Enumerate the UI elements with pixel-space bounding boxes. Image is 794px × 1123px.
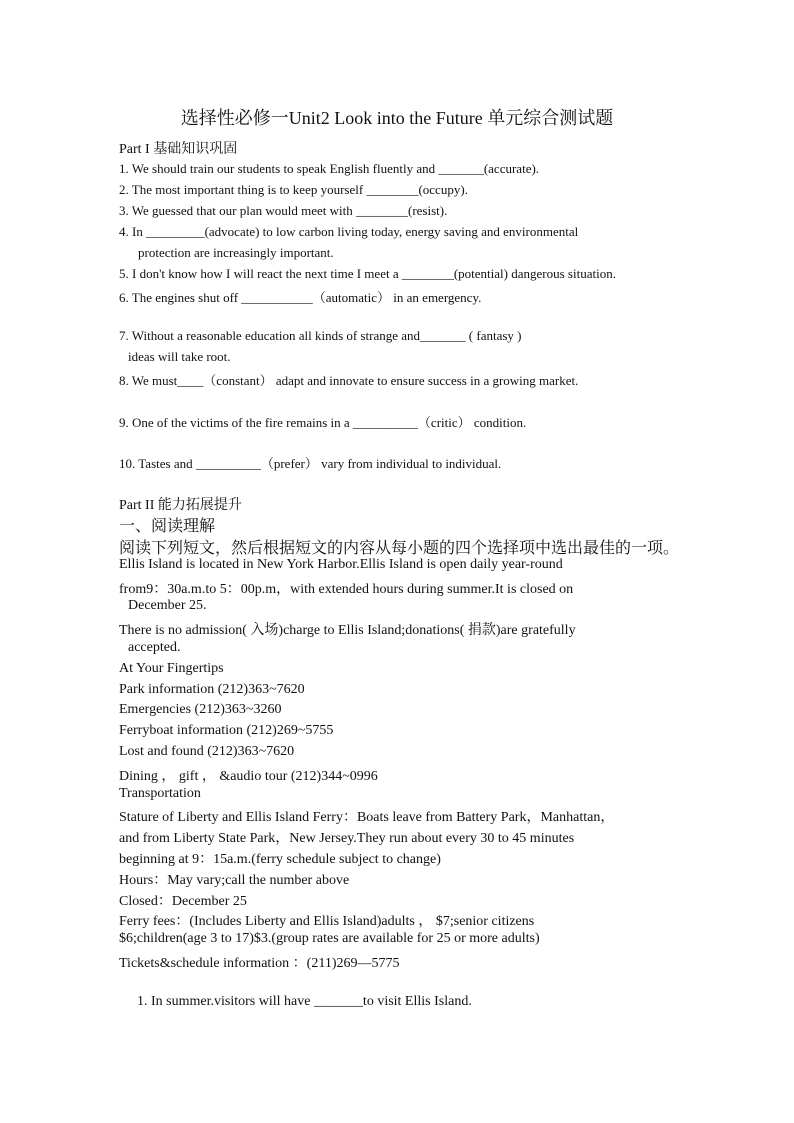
passage-line: Hours：May vary;call the number above (119, 873, 350, 888)
passage-line: and from Liberty State Park，New Jersey.They run about every 30 to 45 minutes (119, 831, 575, 846)
passage-line: Ferry fees：(Includes Liberty and Ellis Island)adults ， $7;senior citizens (119, 914, 535, 929)
passage-line: December 25. (128, 598, 207, 613)
passage-line: accepted. (128, 640, 181, 655)
passage-line: Dining ， gift ， &audio tour (212)344~0996 (119, 769, 378, 784)
exercise-line: 4. In _________(advocate) to low carbon living today, energy saving and environmental (119, 224, 579, 239)
passage-line: Park information (212)363~7620 (119, 682, 305, 697)
exercise-line: 1. We should train our students to speak English fluently and _______(accurate). (119, 161, 540, 176)
section-heading: 一、阅读理解 (119, 518, 216, 535)
part1-heading: Part I 基础知识巩固 (119, 142, 238, 157)
passage-line: from9：30a.m.to 5：00p.m，with extended hours during summer.It is closed on (119, 582, 574, 597)
passage-line: Emergencies (212)363~3260 (119, 702, 282, 717)
passage-line: Lost and found (212)363~7620 (119, 744, 295, 759)
exercise-line: 8. We must____（constant） adapt and innovate to ensure success in a growing market. (119, 373, 579, 388)
part2-heading: Part II 能力拓展提升 (119, 498, 242, 513)
passage-line: Stature of Liberty and Ellis Island Ferry：Boats leave from Battery Park，Manhattan， (119, 810, 615, 825)
question-item: 1. In summer.visitors will have _______to visit Ellis Island. (137, 994, 472, 1009)
passage-subheading: At Your Fingertips (119, 661, 224, 676)
exercise-line: 5. I don't know how I will react the next time I meet a ________(potential) dangerous situation. (119, 266, 616, 281)
instruction-text: 阅读下列短文，然后根据短文的内容从每小题的四个选择项中选出最佳的一项。 (119, 540, 680, 557)
exercise-line: 7. Without a reasonable education all kinds of strange and_______ ( fantasy ) (119, 328, 522, 343)
passage-line: Closed：December 25 (119, 894, 247, 909)
document-title: 选择性必修一Unit2 Look into the Future 单元综合测试题 (180, 108, 614, 128)
passage-line: $6;children(age 3 to 17)$3.(group rates are available for 25 or more adults) (119, 931, 540, 946)
exercise-line: 2. The most important thing is to keep yourself ________(occupy). (119, 182, 468, 197)
passage-line: beginning at 9：15a.m.(ferry schedule subject to change) (119, 852, 441, 867)
exercise-line: 10. Tastes and __________（prefer） vary from individual to individual. (119, 456, 502, 471)
passage-line: Tickets&schedule information ：(211)269—5775 (119, 956, 400, 971)
passage-line: There is no admission( 入场)charge to Ellis Island;donations( 捐款)are gratefully (119, 623, 576, 638)
exercise-line: 6. The engines shut off ___________（automatic） in an emergency. (119, 290, 482, 305)
passage-line: Ellis Island is located in New York Harbor.Ellis Island is open daily year-round (119, 557, 563, 572)
exercise-line: 9. One of the victims of the fire remains in a __________（critic） condition. (119, 415, 527, 430)
passage-line: Ferryboat information (212)269~5755 (119, 723, 334, 738)
exercise-line: 3. We guessed that our plan would meet with ________(resist). (119, 203, 448, 218)
passage-subheading: Transportation (119, 786, 201, 801)
exercise-line-continuation: ideas will take root. (128, 349, 231, 364)
exercise-line-continuation: protection are increasingly important. (138, 245, 334, 260)
